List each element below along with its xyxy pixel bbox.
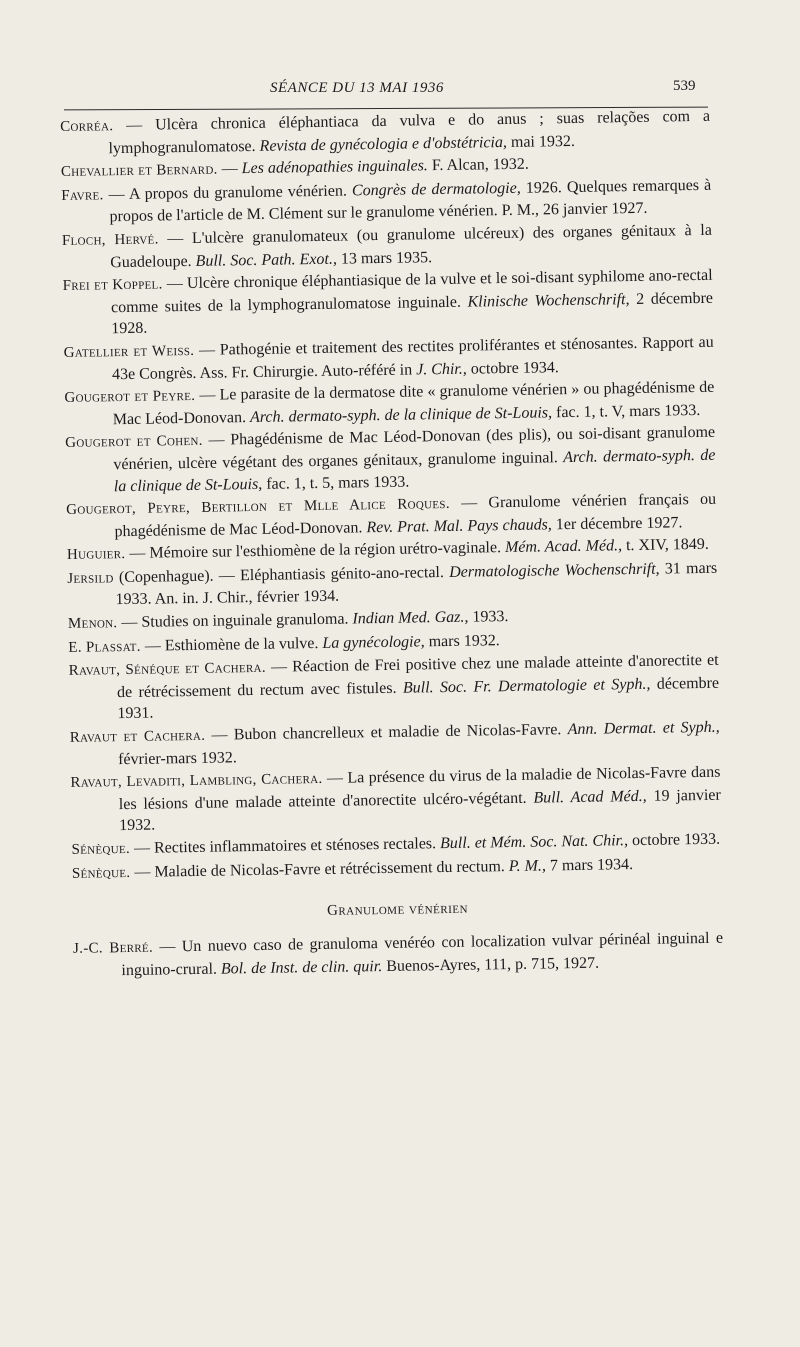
bibliography-entry [73,928,724,982]
entry-journal: Ann. Dermat. et Syph., [567,718,720,739]
entry-author: Jersild [67,570,114,587]
entry-author: Gatellier et Weiss. [63,342,195,361]
entry-author: E. Plassat. [68,638,141,656]
entry-text: — Le parasite de la dermatose dite « granulome vénérien » ou phagédénisme de Mac Léod-Donovan. [112,378,715,428]
entry-journal: J. Chir., [416,360,467,378]
bibliography-entry [70,762,721,838]
entry-text: — [217,160,242,178]
entry-journal: Les adénopathies inguinales. [241,157,429,178]
entry-text: — A propos du granulome vénérien. [103,182,353,204]
entry-author: Gougerot, Peyre, Bertillon et Mlle Alice Roques. [66,496,450,519]
bibliography-entry [62,265,713,341]
entry-tail: fac. 1, t. 5, mars 1933. [262,473,410,493]
entry-author: Gougerot et Cohen. [65,433,203,452]
entry-text: — Mémoire sur l'esthiomène de la région urétro-vaginale. [125,539,506,563]
entry-journal: Indian Med. Gaz., [352,608,469,628]
entry-text: — Un nuevo caso de granuloma venéréo con localization vulvar périnéal inguinal e inguino-crural. [121,929,724,979]
entry-author: J.-C. Berré. [72,939,154,958]
entry-journal: Bull. Soc. Path. Exot., [195,250,338,270]
entry-tail: 1933. [468,608,509,626]
entry-author: Frei et Koppel. [62,276,163,295]
entry-text: (Copenhague). — Eléphantiasis génito-ano-rectal. [113,563,450,587]
entry-author: Floch, Hervé. [61,231,159,249]
entry-journal: Congrès de dermatologie, [351,179,521,200]
entry-journal: Mém. Acad. Méd., [504,537,623,557]
entry-text: — Studies on inguinale granuloma. [117,610,353,632]
entry-author: Menon. [67,615,118,632]
entry-author: Gougerot et Peyre. [64,388,196,407]
entry-journal: Arch. dermato-syph. de la clinique de St-Louis, [113,446,716,495]
entry-tail: 7 mars 1934. [545,855,634,875]
entry-journal: Bull. Acad Méd., [533,787,647,807]
entry-author: Sénèque. [71,840,131,858]
entry-text: — Maladie de Nicolas-Favre et rétrécissement du rectum. [130,857,509,881]
entry-text: — Ulcèra chronica éléphantiaca da vulva e do anus ; suas relações com a lymphogranulomatose. [108,107,711,157]
entry-author: Favre. [61,187,104,204]
entry-journal: La gynécologie, [322,632,425,652]
entry-tail: février-mars 1932. [117,748,237,768]
entry-author: Huguier. [66,546,126,564]
entry-tail: 19 janvier 1932. [119,786,721,835]
entry-text: — L'ulcère granulomateux (ou granulome ulcéreux) des organes génitaux à la Guadeloupe. [110,221,713,271]
entry-text: — Granulome vénérien français ou phagédénisme de Mac Léod-Donovan. [114,490,717,540]
entry-tail: fac. 1, t. V, mars 1933. [551,401,701,422]
entry-text: — Pathogénie et traitement des rectites proliférantes et sténosantes. Rapport au 43e Congrès. Ass. Fr. Chirurgie. Auto-référé in [111,333,714,383]
entry-tail: t. XIV, 1849. [621,536,709,555]
entry-tail: décembre 1931. [117,674,720,723]
entry-author: Ravaut, Sénéque et Cachera. [68,660,266,680]
entry-tail: Buenos-Ayres, 111, p. 715, 1927. [382,954,600,975]
entry-tail: 1er décembre 1927. [551,513,683,534]
entry-tail: mai 1932. [506,132,576,151]
entry-tail: 31 mars 1933. An. in. J. Chir., février 1934. [115,559,718,609]
entry-author: Sénèque. [71,864,131,882]
entry-text: — La présence du virus de la maladie de Nicolas-Favre dans les lésions d'une malade atteinte d'anorectite ulcéro-végétant. [118,763,721,813]
entry-text: — Bubon chancrelleux et maladie de Nicolas-Favre. [205,721,568,744]
running-head: SÉANCE DU 13 MAI 1936 [270,80,444,96]
bibliography-entries [60,106,722,885]
entry-text: — Rectites inflammatoires et sténoses rectales. [129,835,441,857]
entry-journal: P. M., [508,857,547,875]
page-number: 539 [673,78,696,94]
entry-journal: Rev. Prat. Mal. Pays chauds, [366,516,552,536]
entry-author: Chevallier et Bernard. [60,161,218,181]
entry-journal: Klinische Wochenschrift, [467,290,630,311]
entry-tail: octobre 1933. [627,830,721,850]
entry-tail: mars 1932. [424,631,500,650]
entry-journal: Bull. Soc. Fr. Dermatologie et Syph., [402,675,651,697]
entry-tail: 2 décembre 1928. [111,289,714,338]
entry-tail: octobre 1934. [466,358,559,378]
entry-author: Ravaut et Cachera. [69,727,206,746]
entry-tail: 13 mars 1935. [336,248,433,268]
entry-author: Ravaut, Levaditi, Lambling, Cachera. [70,771,323,792]
entry-journal: Revista de gynécologia e d'obstétricia, [259,133,508,155]
entry-journal: Arch. dermato-syph. de la clinique de St-Louis, [249,404,553,426]
entry-text: — Phagédénisme de Mac Léod-Donovan (des plis), ou soi-disant granulome vénérien, ulcère végétant des organes génitaux, granulome inguinal. [113,424,716,474]
entry-journal: Bol. de Inst. de clin. quir. [220,957,383,978]
bibliography-list [60,106,724,983]
entry-text: — Ulcère chronique éléphantiasique de la vulve et le soi-disant syphilome ano-rectal comme suites de la lymphogranulomatose inguinale. [110,266,713,316]
entry-author: Corréa. [60,118,114,135]
section-entries [73,928,724,982]
section-heading: Granulome vénérien [326,900,469,920]
entry-journal: Dermatologische Wochenschrift, [449,560,660,581]
entry-text: — Esthiomène de la vulve. [140,634,323,655]
entry-text: — Réaction de Frei positive chez une malade atteinte d'anorectite et de rétrécissement du rectum avec fistules. [116,651,719,702]
entry-journal: Bull. et Mém. Soc. Nat. Chir., [439,832,629,853]
bibliography-entry [65,422,716,498]
bibliography-entry [69,650,720,726]
entry-tail: 1926. Quelques remarques à propos de l'article de M. Clément sur le granulome vénérien. P. M., 26 janvier 1927. [109,176,712,226]
entry-tail: F. Alcan, 1932. [427,155,529,175]
